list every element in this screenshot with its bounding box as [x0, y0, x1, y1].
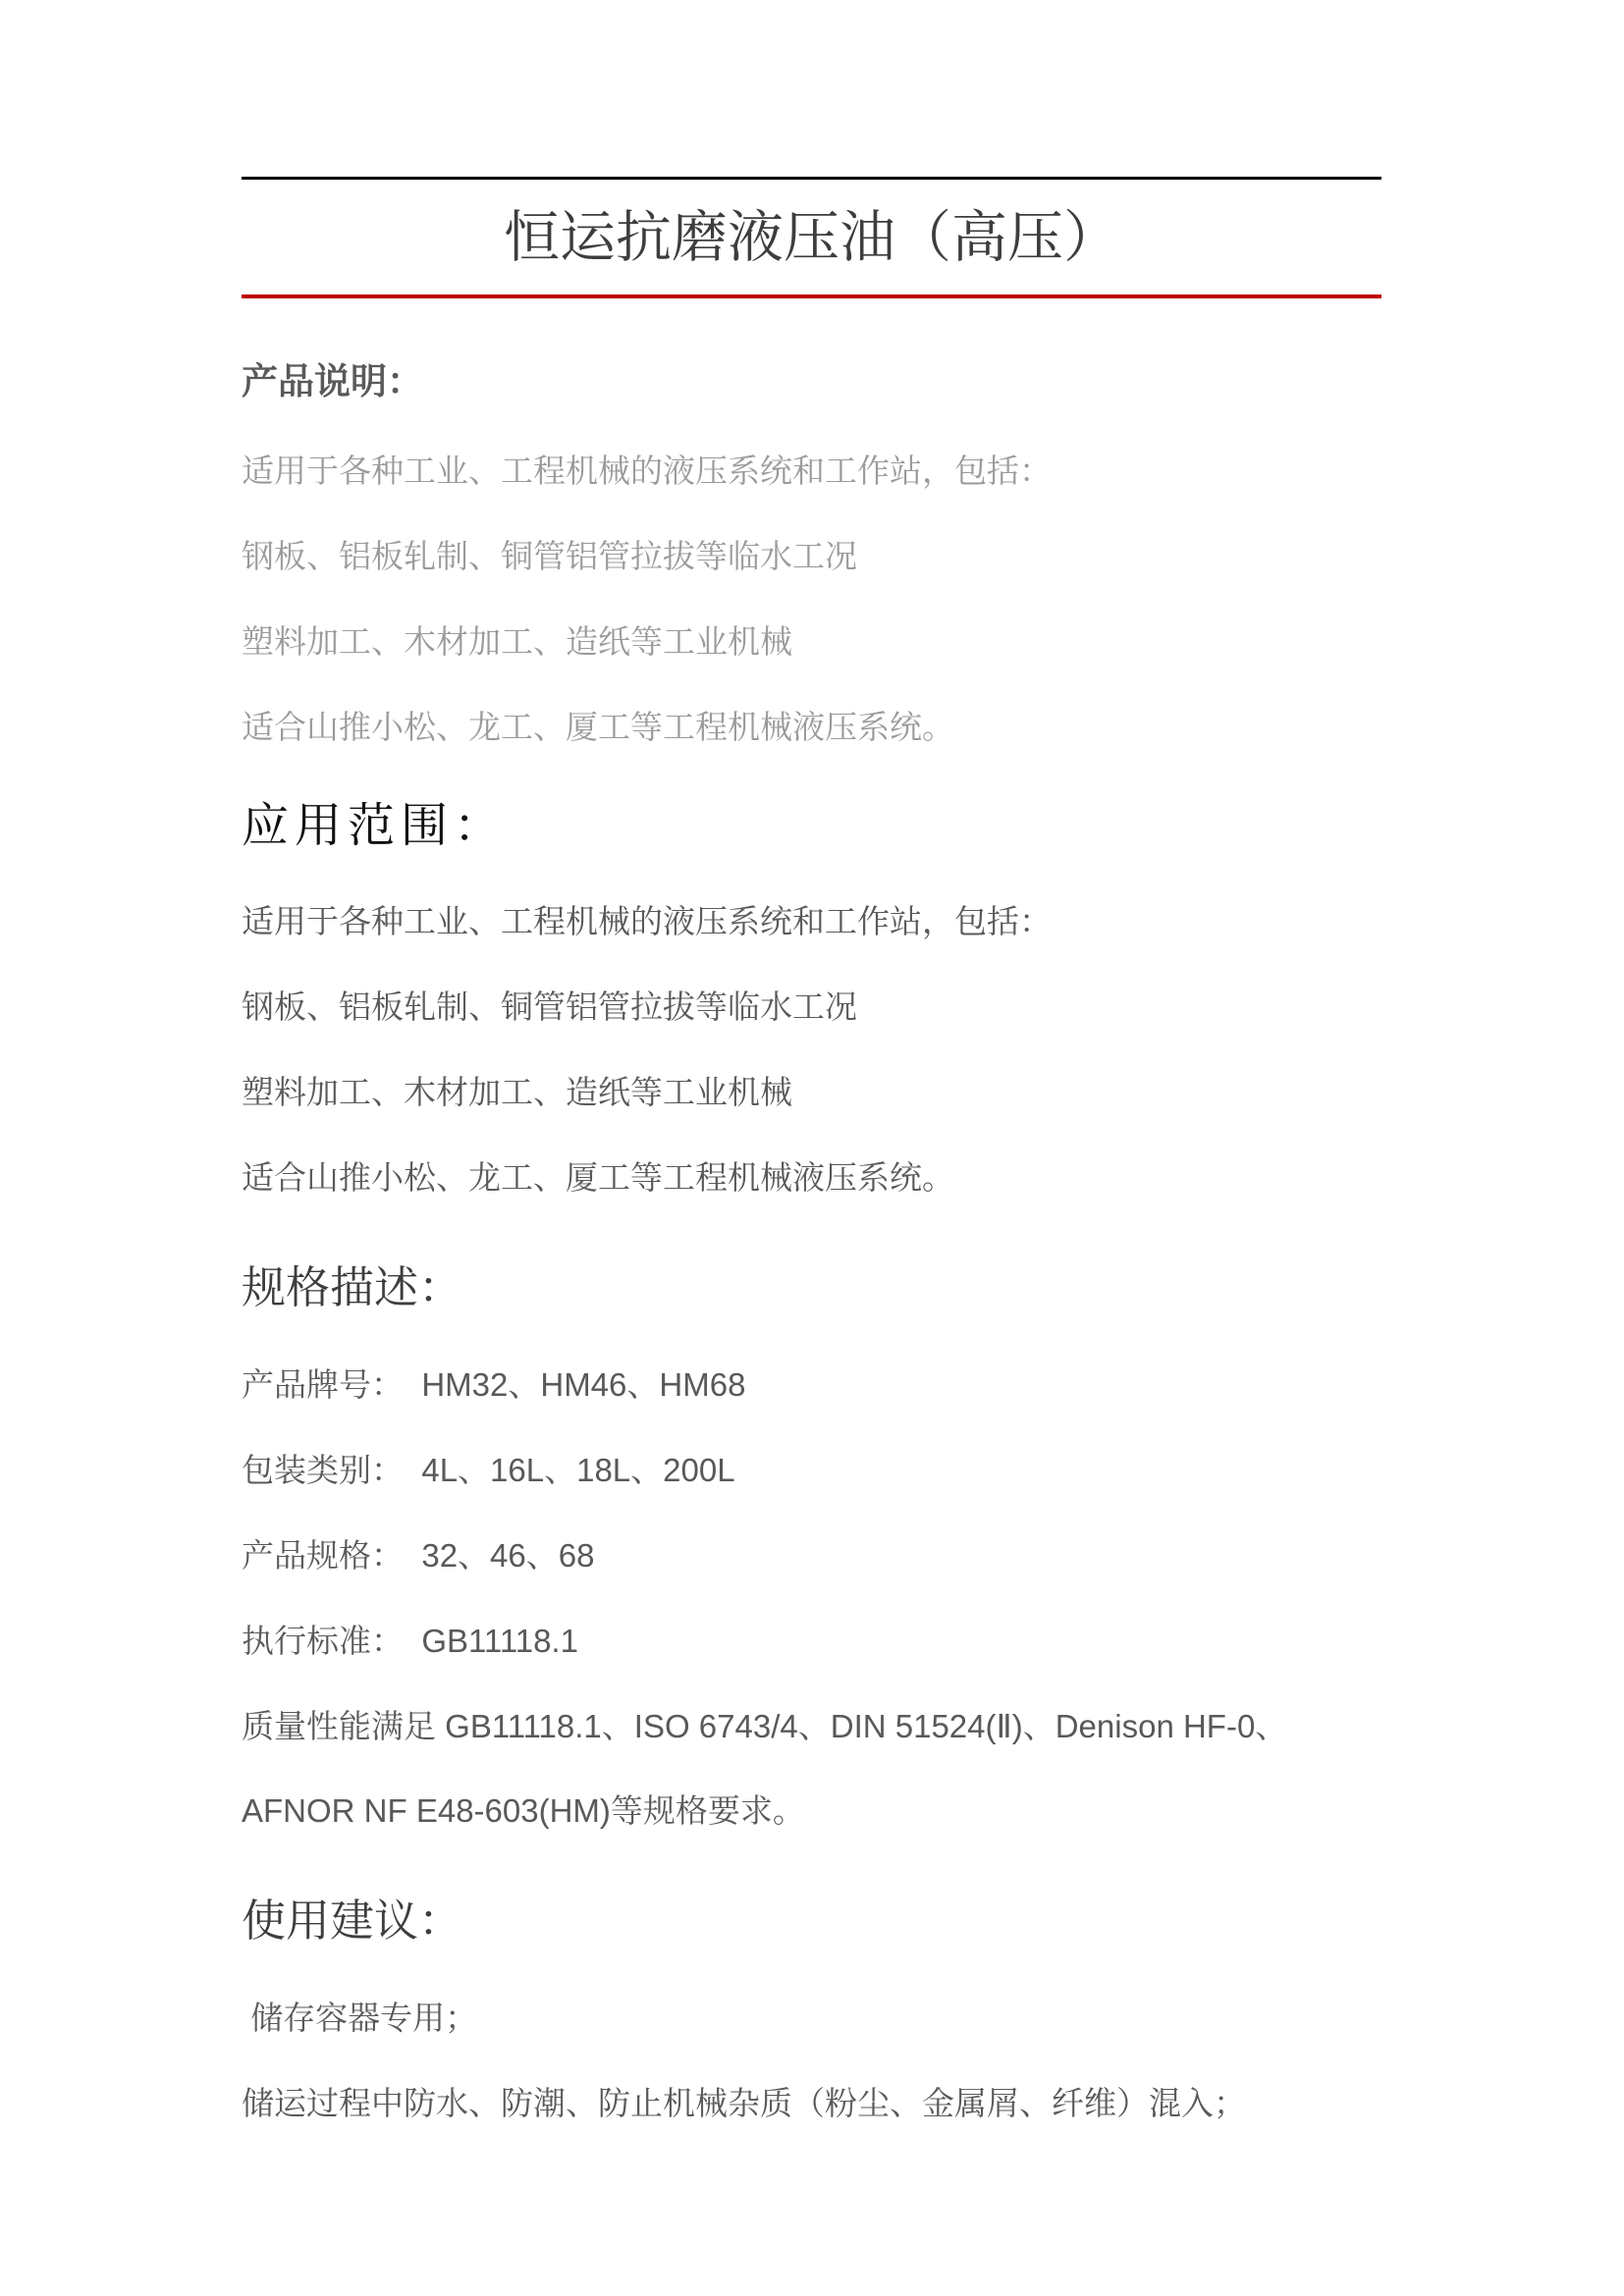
spec-line-product-spec: 产品规格： 32、46、68: [242, 1536, 595, 1574]
section-product-description: [242, 351, 1381, 746]
spec-line-package-type: 包装类别： 4L、16L、18L、200L: [242, 1451, 735, 1488]
paragraph: 适合山推小松、龙工、厦工等工程机械液压系统。: [242, 709, 954, 746]
paragraph: 钢板、铝板轧制、铜管铝管拉拔等临水工况: [242, 538, 857, 575]
content-column: [242, 177, 1381, 2122]
spec-line-quality-1: 质量性能满足 GB11118.1、ISO 6743/4、DIN 51524(Ⅱ)、Denison HF-0、: [242, 1707, 1288, 1744]
spec-line-standard: 执行标准： GB11118.1: [242, 1622, 578, 1659]
section-application-scope: [242, 787, 1381, 1197]
section-specification: [242, 1252, 1381, 1831]
paragraph: 钢板、铝板轧制、铜管铝管拉拔等临水工况: [242, 988, 857, 1025]
section-heading: 产品说明：: [242, 361, 423, 402]
paragraph: 适合山推小松、龙工、厦工等工程机械液压系统。: [242, 1158, 954, 1196]
paragraph: 塑料加工、木材加工、造纸等工业机械: [242, 1073, 792, 1110]
spec-line-quality-2: AFNOR NF E48-603(HM)等规格要求。: [242, 1792, 805, 1830]
paragraph: 适用于各种工业、工程机械的液压系统和工作站，包括：: [242, 453, 1052, 490]
section-heading: 应用范围：: [242, 798, 508, 853]
paragraph: 储运过程中防水、防潮、防止机械杂质（粉尘、金属屑、纤维）混入；: [242, 2085, 1246, 2122]
page-title: 恒运抗磨液压油（高压）: [504, 206, 1119, 269]
title-rule-red: [242, 294, 1381, 298]
paragraph: 储存容器专用；: [242, 2000, 478, 2037]
section-usage-advice: [242, 1885, 1381, 2122]
section-heading: 使用建议：: [242, 1896, 463, 1947]
title-rule-black: [242, 177, 1381, 180]
paragraph: 适用于各种工业、工程机械的液压系统和工作站，包括：: [242, 903, 1052, 939]
section-heading: 规格描述：: [242, 1261, 463, 1312]
paragraph: 塑料加工、木材加工、造纸等工业机械: [242, 623, 792, 661]
spec-line-product-grade: 产品牌号： HM32、HM46、HM68: [242, 1365, 746, 1403]
